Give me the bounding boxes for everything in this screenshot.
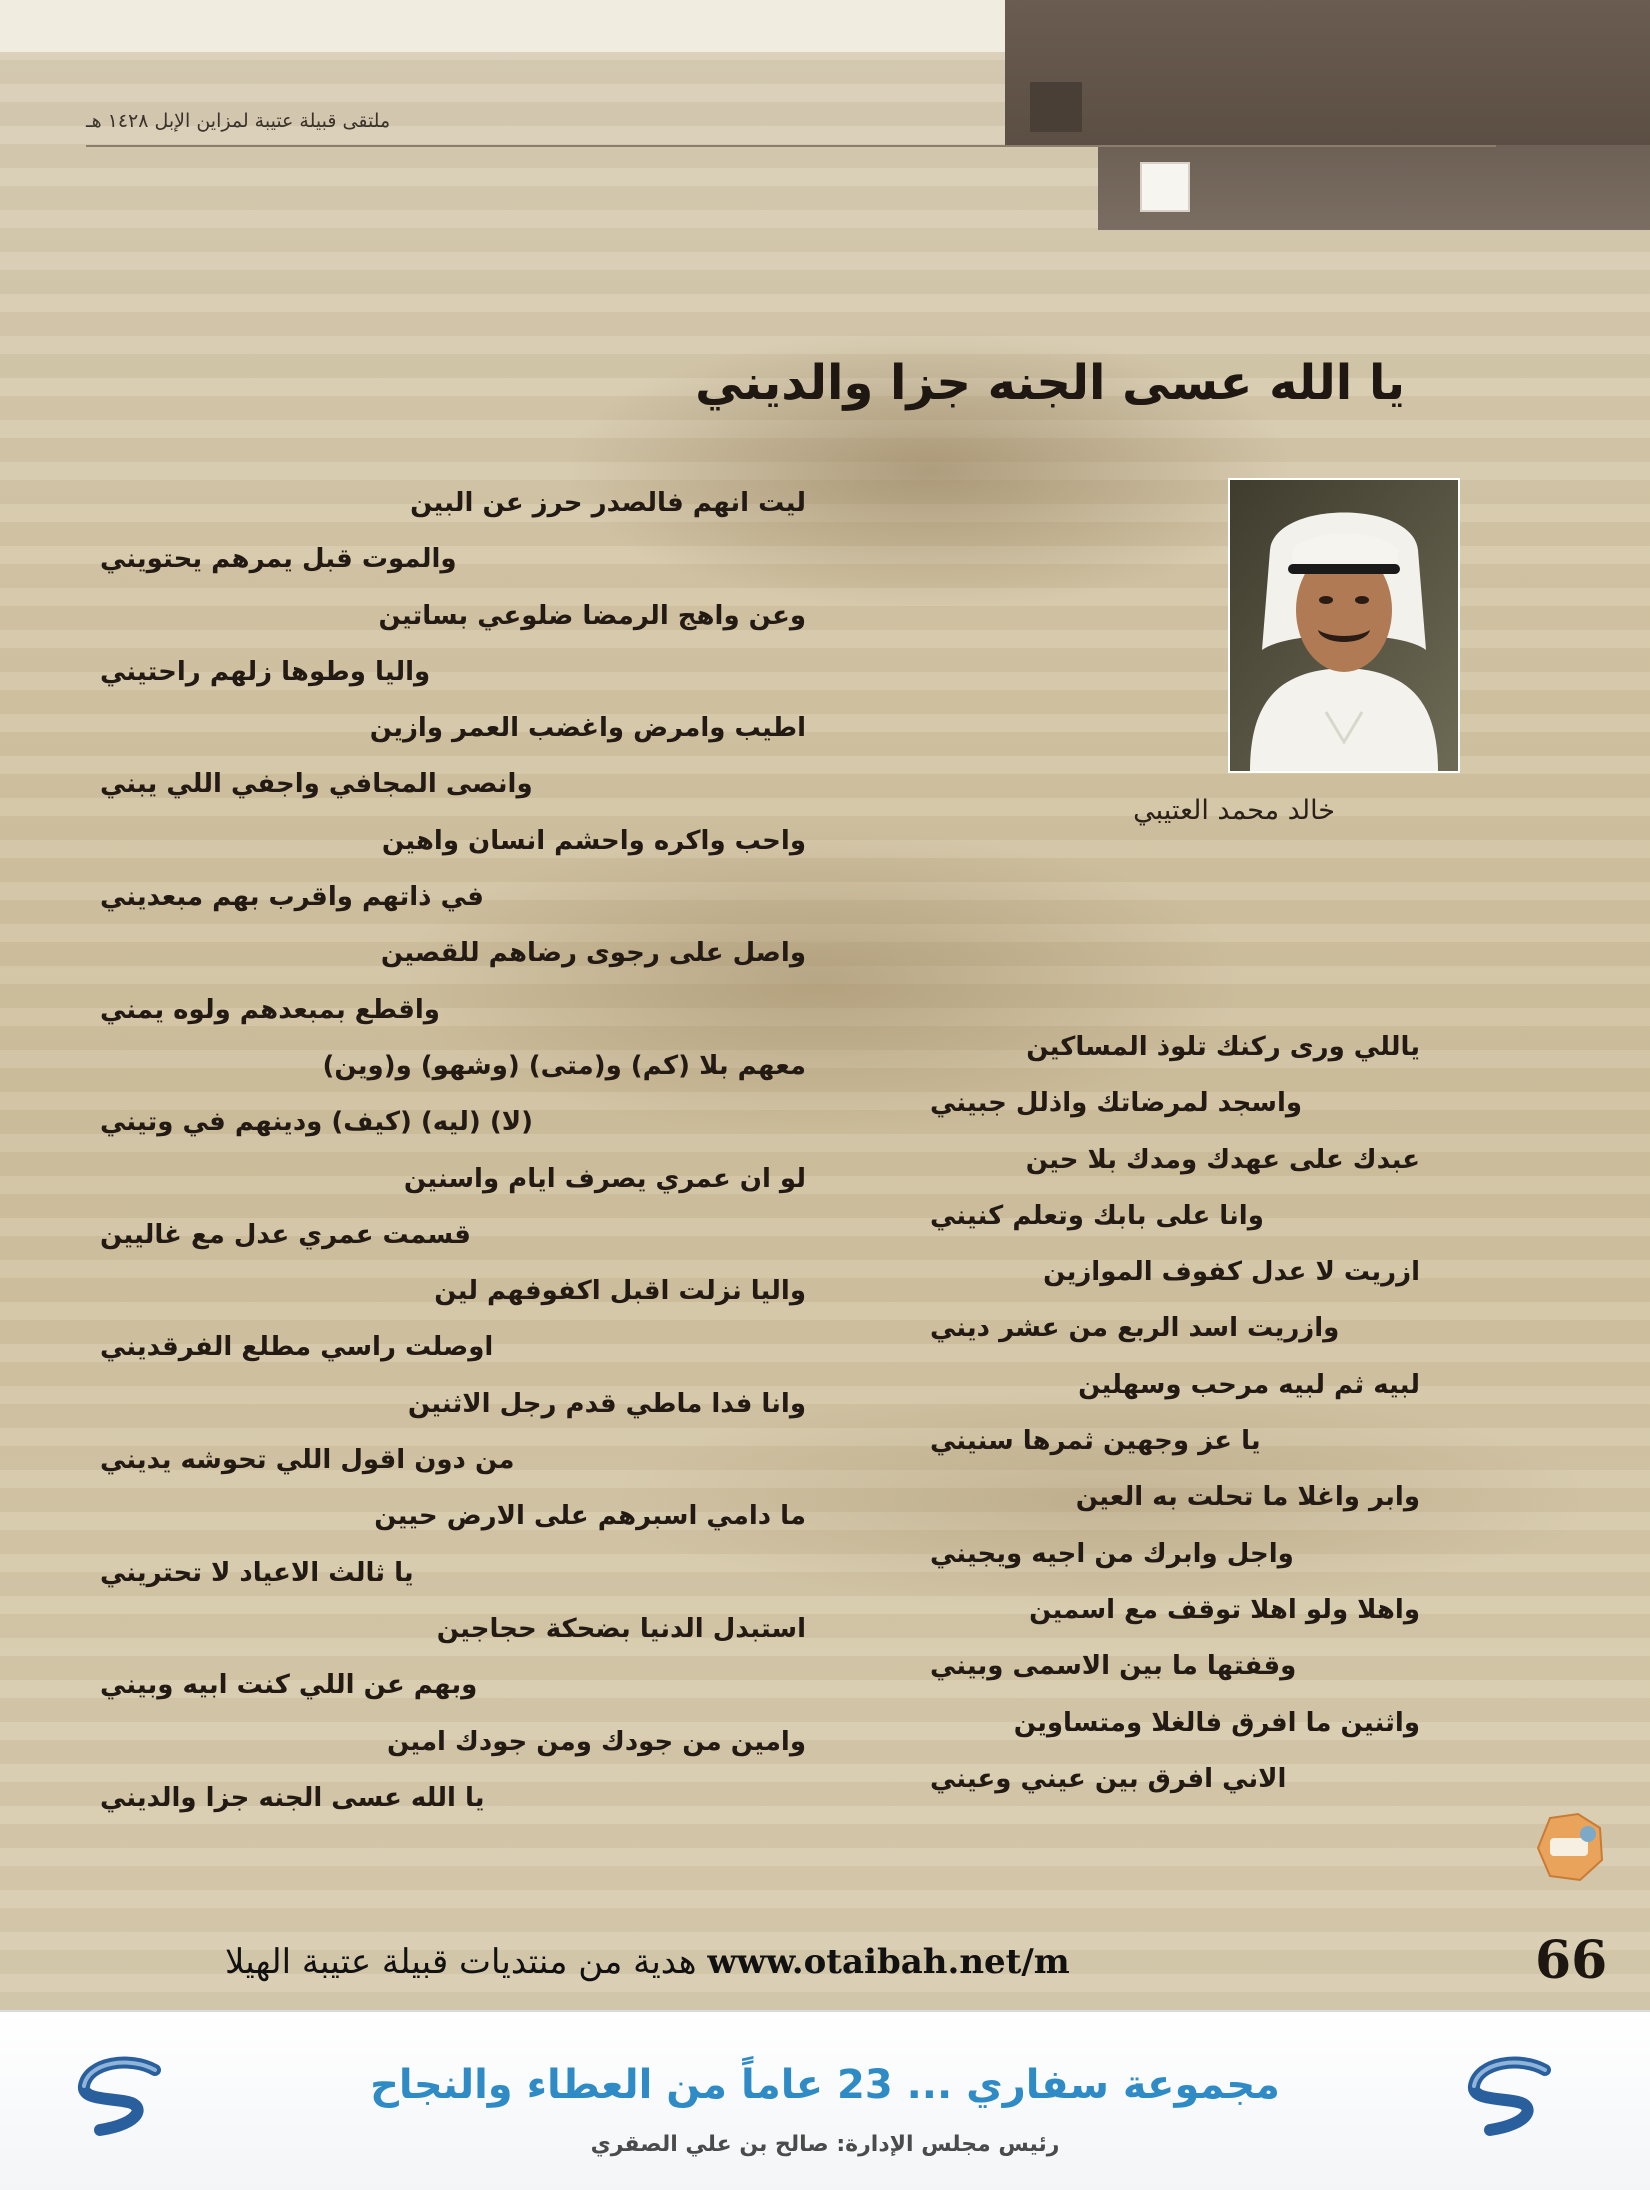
verse-line: اطيب وامرض واغضب العمر وازين [369, 713, 806, 744]
poem-column-left [100, 475, 806, 1826]
verse-line: وانا على بابك وتعلم كنيني [930, 1200, 1264, 1231]
poet-photo [1228, 478, 1460, 773]
verse-line: ليت انهم فالصدر حرز عن البين [410, 488, 806, 518]
header-divider [86, 145, 1496, 147]
verse-line: اوصلت راسي مطلع الفرقديني [100, 1332, 494, 1363]
credit-text: هدية من منتديات قبيلة عتيبة الهيلا [225, 1942, 697, 1982]
verse-line: (لا) (ليه) (كيف) ودينهم في وتيني [100, 1107, 533, 1138]
verse-line: واثنين ما افرق فالغلا ومتساوين [1013, 1707, 1420, 1738]
advertisement-banner [0, 2010, 1650, 2190]
verse-line: يا عز وجهين ثمرها سنيني [930, 1426, 1261, 1457]
header-band [1005, 0, 1650, 145]
verse-line: وابر واغلا ما تحلت به العين [1075, 1482, 1420, 1513]
verse-line: ما دامي اسبرهم على الارض حيين [374, 1501, 806, 1532]
verse-line: يا الله عسى الجنه جزا والديني [100, 1782, 485, 1813]
decorative-square [1030, 82, 1082, 132]
verse-line: واسجد لمرضاتك واذلل جبيني [930, 1088, 1303, 1119]
verse-line: واهلا ولو اهلا توقف مع اسمين [1029, 1594, 1420, 1625]
decorative-square-light [1140, 162, 1190, 212]
verse-line: واليا وطوها زلهم راحتيني [100, 656, 431, 687]
poem-title: يا الله عسى الجنه جزا والديني [695, 355, 1405, 411]
verse-line: واحب واكره واحشم انسان واهين [381, 825, 806, 856]
verse-line: لو ان عمري يصرف ايام واسنين [403, 1163, 806, 1194]
verse-line: والموت قبل يمرهم يحتويني [100, 544, 457, 575]
verse-line: لبيه ثم لبيه مرحب وسهلين [1078, 1369, 1420, 1400]
ad-subtitle: رئيس مجلس الإدارة: صالح بن علي الصقري [590, 2132, 1060, 2157]
page-number: 66 [1535, 1930, 1608, 1991]
verse-line: معهم بلا (كم) و(متى) (وشهو) و(وين) [322, 1050, 806, 1081]
verse-line: وبهم عن اللي كنت ابيه وبيني [100, 1670, 478, 1701]
verse-line: استبدل الدنيا بضحكة حجاجين [436, 1613, 806, 1644]
ad-slogan: مجموعة سفاري ... 23 عاماً من العطاء والنجاح [370, 2062, 1280, 2108]
verse-line: وانا فدا ماطي قدم رجل الاثنين [407, 1388, 806, 1419]
verse-line: ياللي ورى ركنك تلوذ المساكين [1026, 1032, 1420, 1062]
verse-line: وازريت اسد الربع من عشر ديني [930, 1313, 1340, 1344]
verse-line: من دون اقول اللي تحوشه يديني [100, 1445, 515, 1476]
verse-line: في ذاتهم واقرب بهم مبعديني [100, 882, 484, 913]
verse-line: واليا نزلت اقبل اكفوفهم لين [434, 1276, 806, 1307]
verse-line: يا ثالث الاعياد لا تحتريني [100, 1557, 414, 1588]
verse-line: ازريت لا عدل كفوف الموازين [1043, 1257, 1420, 1288]
poem-column-right [920, 1019, 1420, 1807]
verse-line: وقفتها ما بين الاسمى وبيني [930, 1651, 1297, 1682]
verse-line: واقطع بمبعدهم ولوه يمني [100, 994, 440, 1025]
verse-line: وامين من جودك ومن جودك امين [386, 1726, 806, 1757]
verse-line: عبدك على عهدك ومدك بلا حين [1025, 1144, 1420, 1175]
verse-line: قسمت عمري عدل مع غاليين [100, 1219, 471, 1250]
verse-line: واجل وابرك من اجيه ويجيني [930, 1538, 1294, 1569]
credit-line [225, 1942, 1080, 1982]
poet-name: خالد محمد العتيبي [1133, 795, 1335, 826]
verse-line: الاني افرق بين عيني وعيني [930, 1763, 1287, 1794]
verse-line: وعن واهج الرمضا ضلوعي بساتين [378, 600, 806, 631]
verse-line: واصل على رجوى رضاهم للقصين [380, 938, 806, 969]
credit-url-link[interactable]: www.otaibah.net/m [707, 1942, 1070, 1982]
forum-logo-icon [1530, 1808, 1608, 1886]
running-head: ملتقى قبيلة عتيبة لمزاين الإبل ١٤٢٨ هـ [86, 110, 391, 132]
verse-line: وانصى المجافي واجفي اللي يبني [100, 769, 533, 800]
